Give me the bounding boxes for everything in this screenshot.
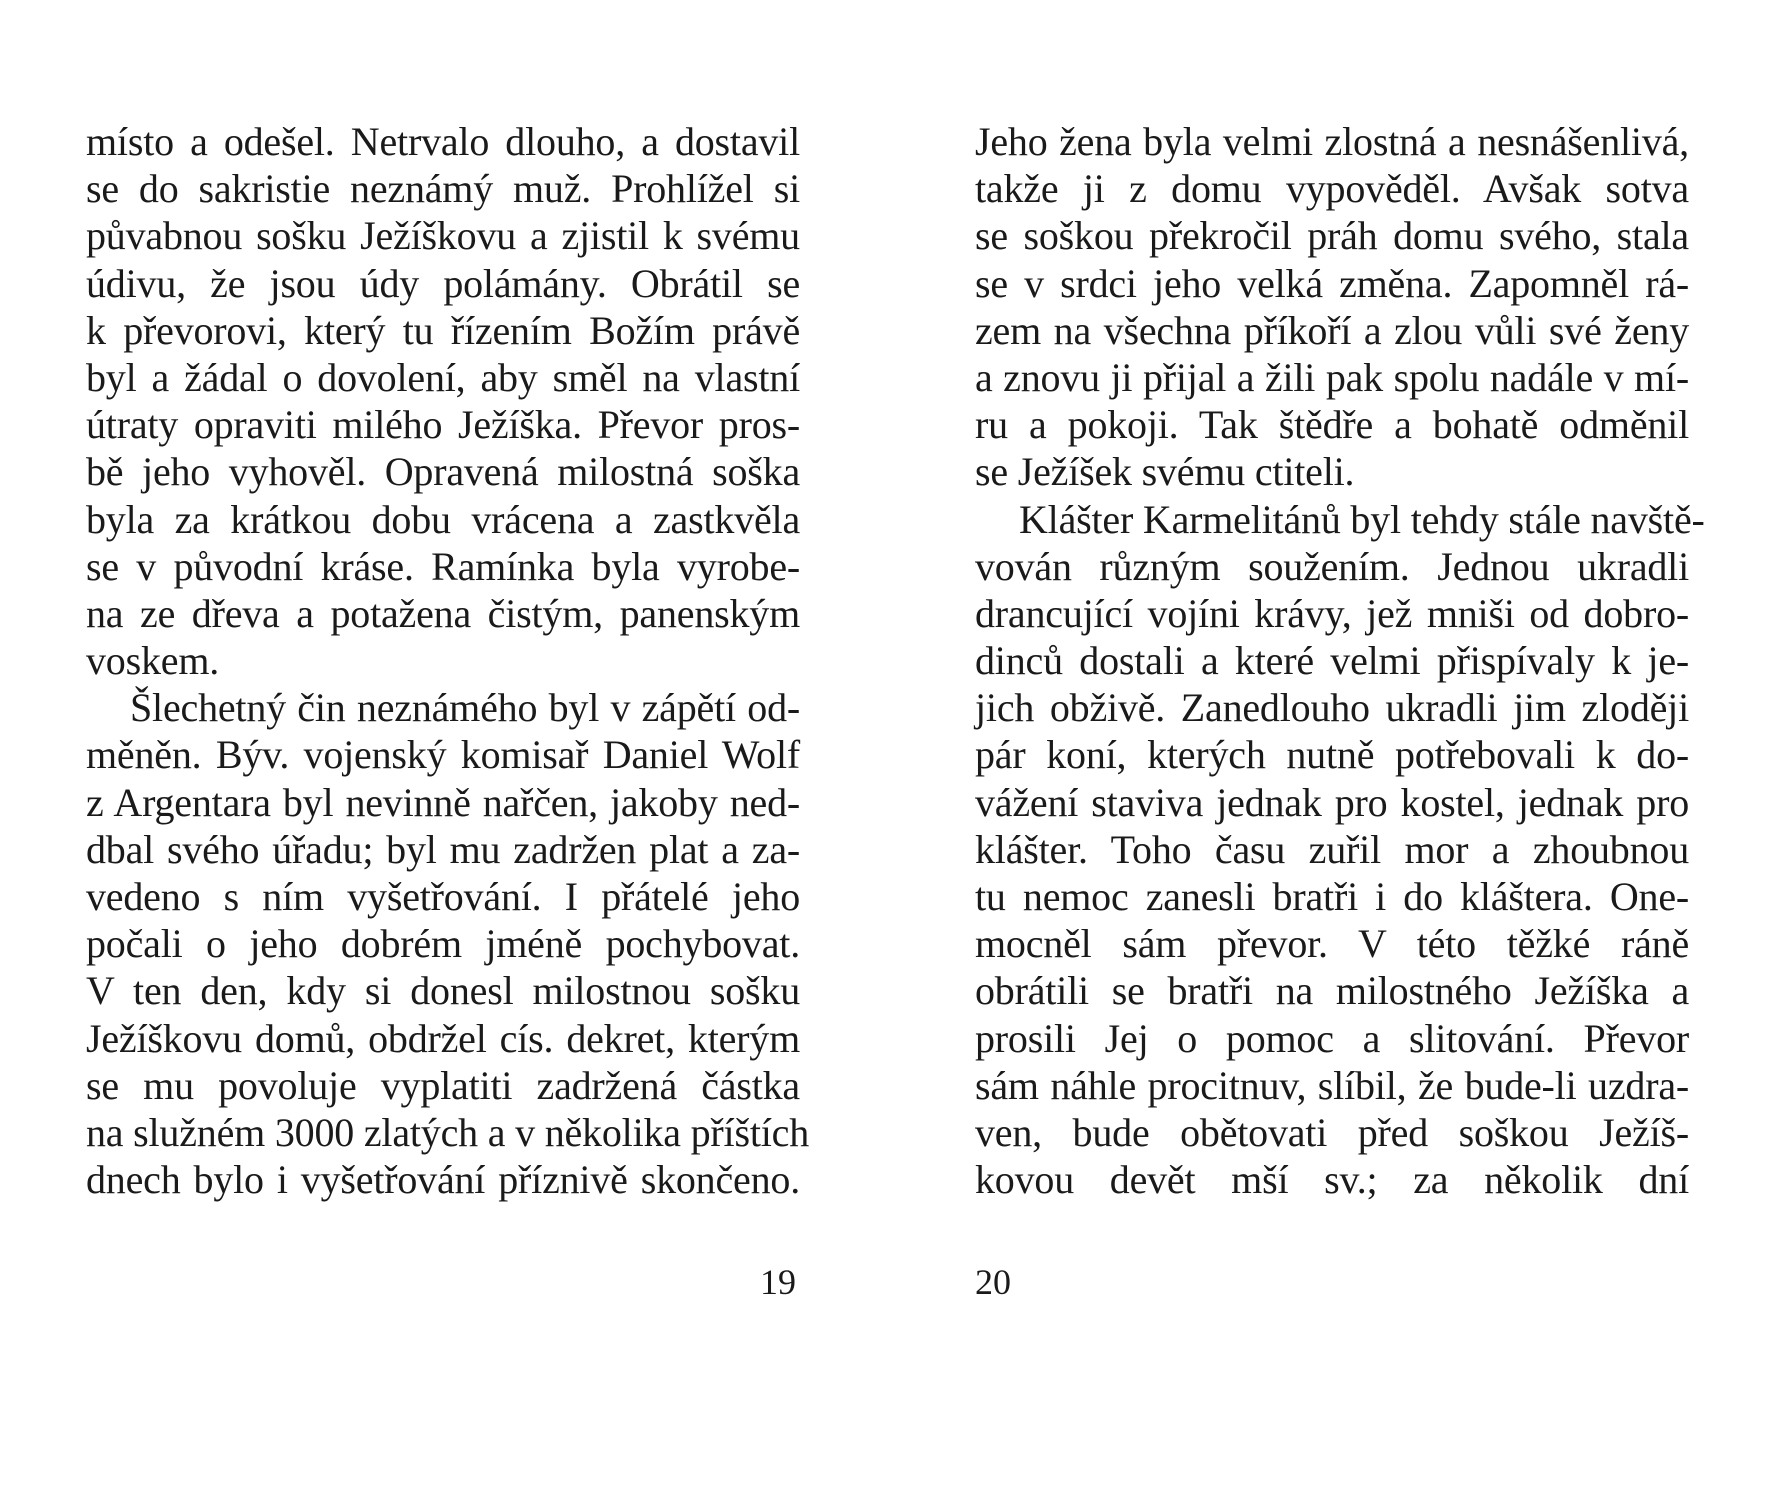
text-line: obrátili se bratři na milostného Ježíška a [975, 968, 1689, 1014]
text-line: se mu povoluje vyplatiti zadržená částka [86, 1062, 800, 1108]
text-line: drancující vojíni krávy, jež mniši od dobro- [975, 590, 1689, 636]
text-line: takže ji z domu vypověděl. Avšak sotva [975, 166, 1689, 212]
text-line: místo a odešel. Netrvalo dlouho, a dostavil [86, 119, 800, 164]
text-line: půvabnou sošku Ježíškovu a zjistil k svému [86, 213, 800, 259]
text-line: a znovu ji přijal a žili pak spolu nadále v mí- [975, 354, 1689, 400]
text-line: dinců dostali a které velmi přispívaly k je- [975, 638, 1689, 684]
left-page-text [86, 118, 810, 1203]
text-line: ven, bude obětovati před soškou Ježíš- [975, 1109, 1689, 1155]
text-line: útraty opraviti milého Ježíška. Převor pros- [86, 402, 800, 448]
text-line: se Ježíšek svému ctiteli. [975, 449, 1355, 495]
text-line: na služném 3000 zlatých a v několika příštích [86, 1109, 810, 1155]
text-line: Klášter Karmelitánů byl tehdy stále navště- [1019, 496, 1705, 542]
text-line: Jeho žena byla velmi zlostná a nesnášenlivá, [975, 119, 1689, 164]
right-page [883, 0, 1766, 1500]
text-line: vedeno s ním vyšetřování. I přátelé jeho [86, 874, 800, 919]
right-page-text [975, 118, 1705, 1203]
text-line: sám náhle procitnuv, slíbil, že bude-li uzdra- [975, 1062, 1689, 1108]
text-line: dnech bylo i vyšetřování příznivě skončeno. [86, 1157, 800, 1203]
text-line: vážení staviva jednak pro kostel, jednak pro [975, 779, 1689, 825]
text-line: prosili Jej o pomoc a slitování. Převor [975, 1015, 1689, 1061]
text-line: byla za krátkou dobu vrácena a zastkvěla [86, 496, 800, 542]
text-line: bě jeho vyhověl. Opravená milostná soška [86, 449, 800, 495]
text-line: se do sakristie neznámý muž. Prohlížel si [86, 166, 800, 212]
text-line: k převorovi, který tu řízením Božím právě [86, 307, 800, 353]
text-line: Šlechetný čin neznámého byl v zápětí od- [130, 685, 800, 731]
text-line: se soškou překročil práh domu svého, stala [975, 213, 1689, 259]
text-line: měněn. Býv. vojenský komisař Daniel Wolf [86, 732, 800, 778]
text-line: kovou devět mší sv.; za několik dní [975, 1157, 1689, 1203]
text-line: zem na všechna příkoří a zlou vůli své ženy [975, 307, 1689, 353]
text-line: z Argentara byl nevinně nařčen, jakoby ned- [86, 779, 800, 825]
text-line: V ten den, kdy si donesl milostnou sošku [86, 968, 800, 1014]
text-line: dbal svého úřadu; byl mu zadržen plat a za- [86, 826, 800, 872]
text-line: ru a pokoji. Tak štědře a bohatě odměnil [975, 402, 1689, 448]
text-line: Ježíškovu domů, obdržel cís. dekret, kterým [86, 1015, 800, 1061]
text-line: klášter. Toho času zuřil mor a zhoubnou [975, 826, 1689, 872]
text-line: se v původní kráse. Ramínka byla vyrobe- [86, 543, 800, 589]
text-line: byl a žádal o dovolení, aby směl na vlastní [86, 354, 800, 400]
text-line: údivu, že jsou údy polámány. Obrátil se [86, 260, 800, 306]
text-line: pár koní, kterých nutně potřebovali k do- [975, 732, 1689, 778]
text-line: vován různým soužením. Jednou ukradli [975, 543, 1689, 589]
text-line: počali o jeho dobrém jméně pochybovat. [86, 921, 800, 967]
left-page-number: 19 [760, 1262, 796, 1302]
text-line: voskem. [86, 638, 220, 684]
text-line: se v srdci jeho velká změna. Zapomněl rá- [975, 260, 1689, 306]
text-line: mocněl sám převor. V této těžké ráně [975, 921, 1689, 967]
text-line: tu nemoc zanesli bratři i do kláštera. One- [975, 874, 1689, 919]
text-line: jich obživě. Zanedlouho ukradli jim zloději [975, 685, 1689, 731]
text-line: na ze dřeva a potažena čistým, panenským [86, 590, 800, 636]
right-page-number: 20 [975, 1262, 1011, 1302]
